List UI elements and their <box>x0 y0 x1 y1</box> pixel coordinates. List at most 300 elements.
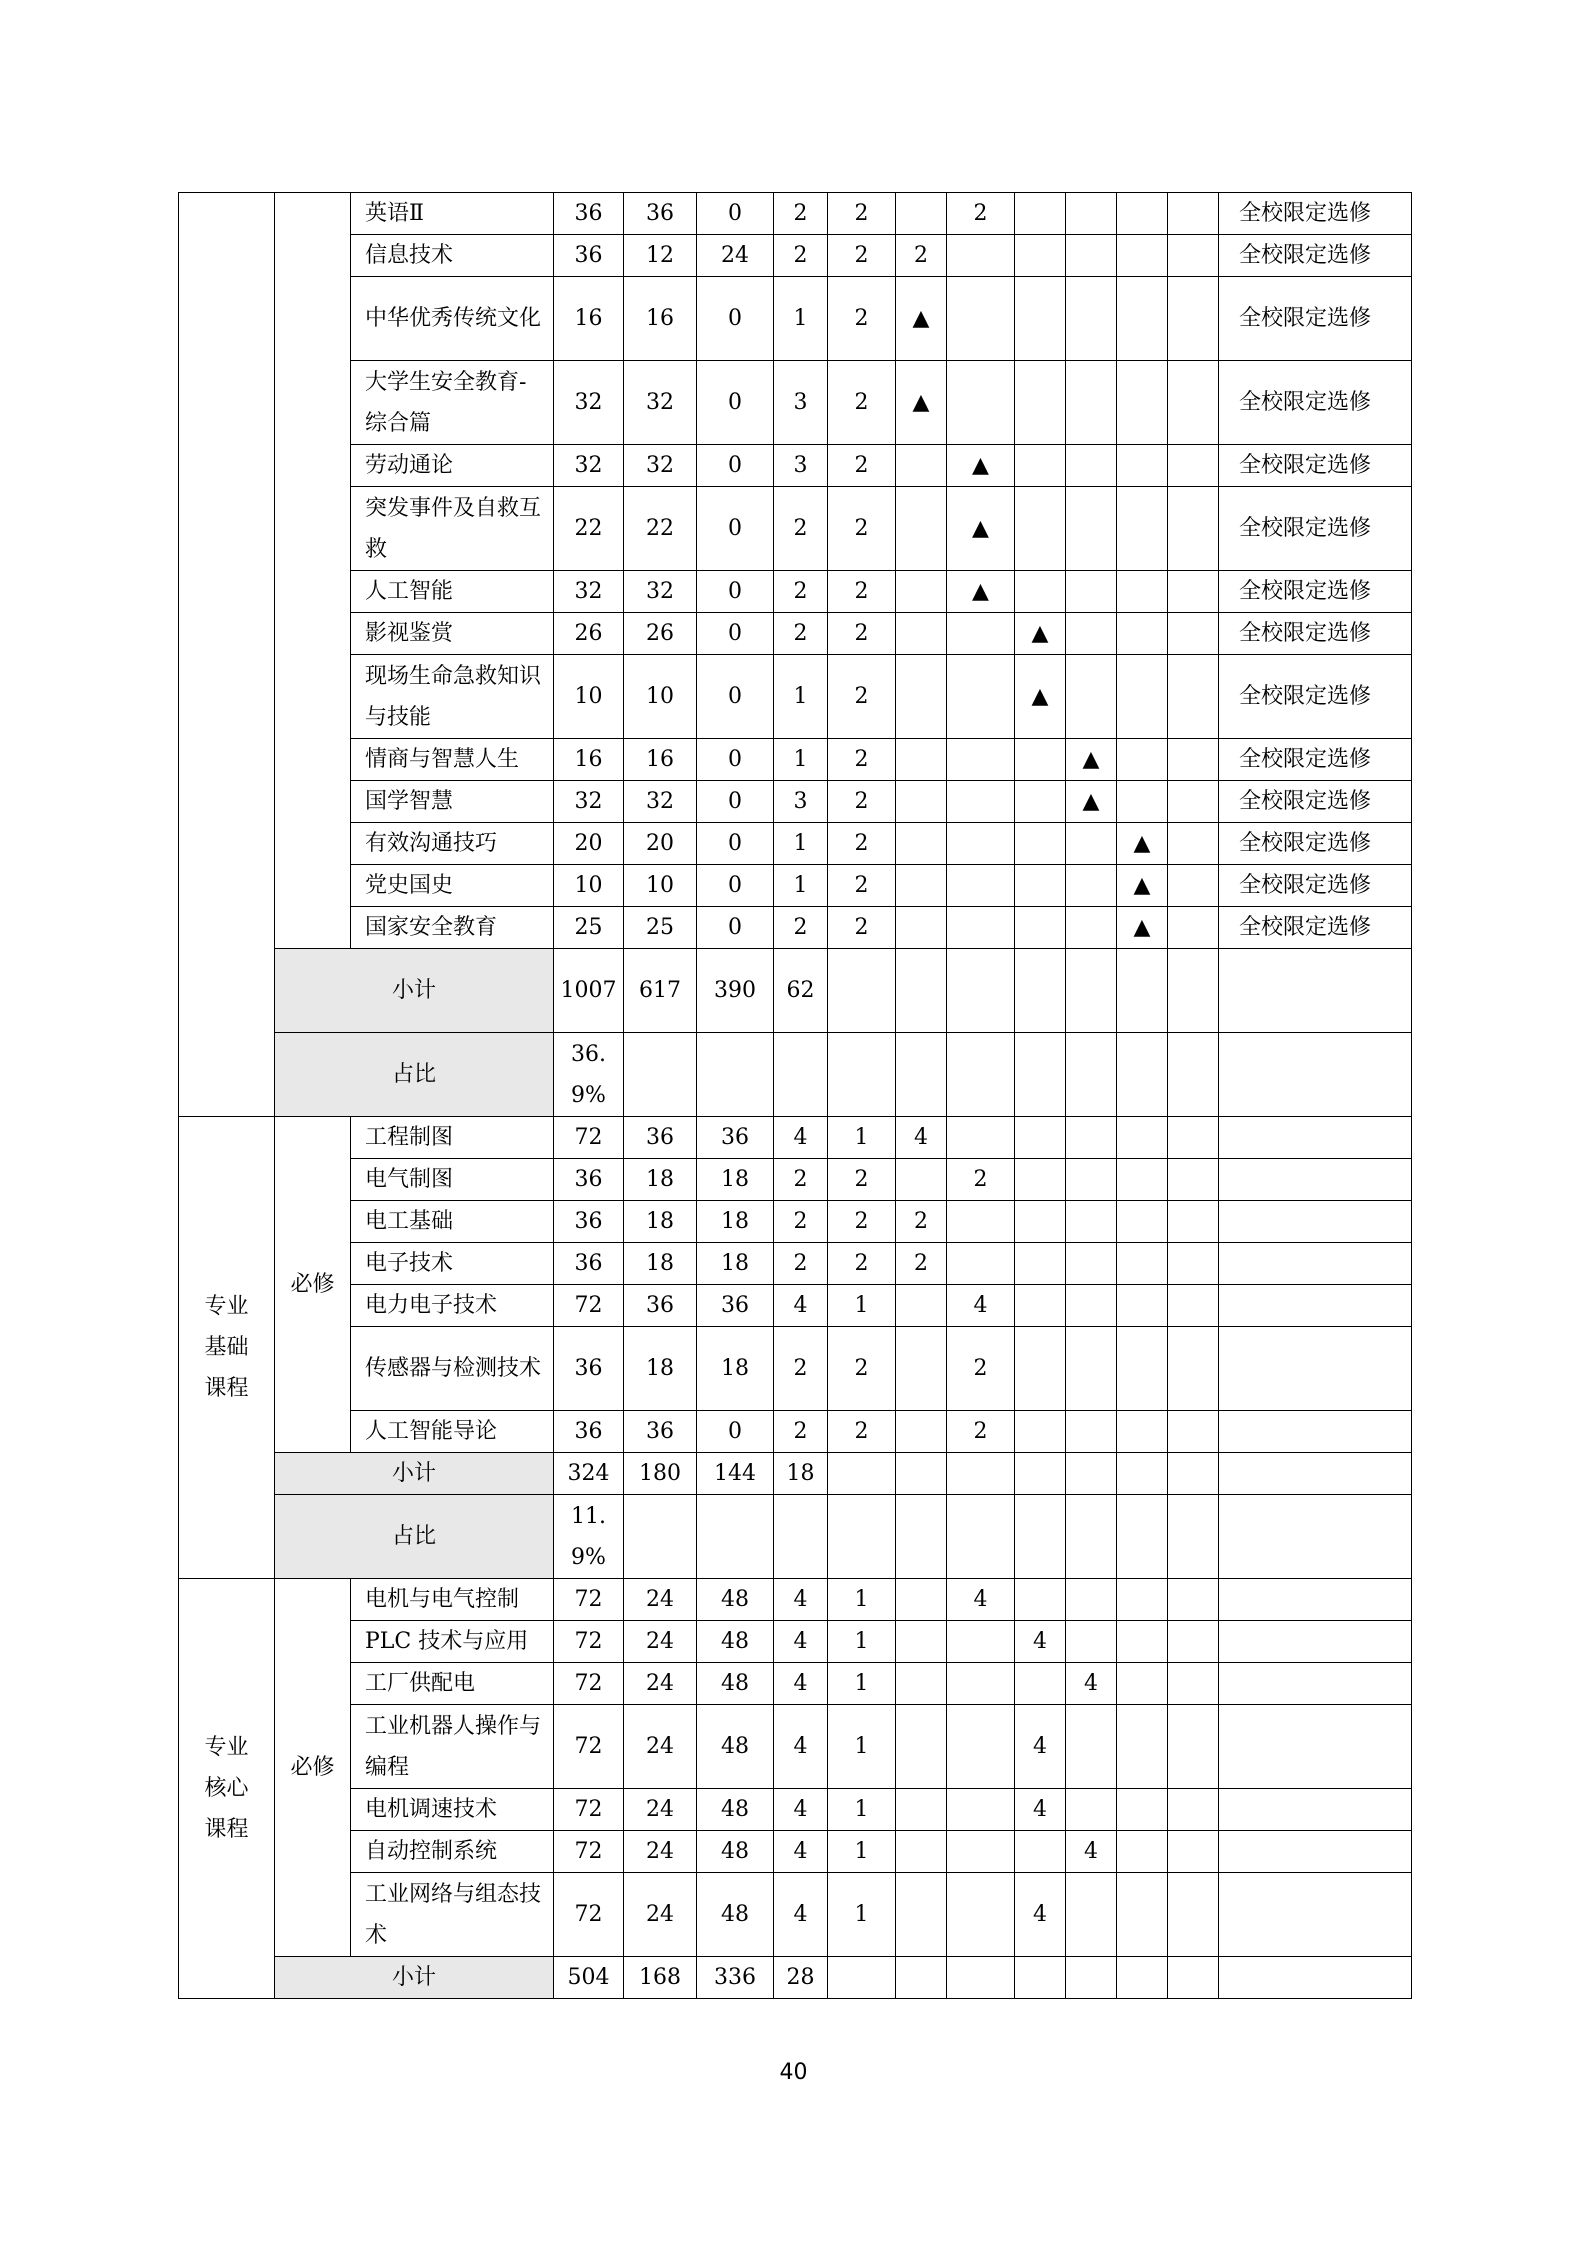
value-cell <box>947 739 1015 781</box>
value-cell <box>896 907 947 949</box>
value-cell: 32 <box>554 361 624 445</box>
value-cell: 72 <box>554 1579 624 1621</box>
value-cell: 2 <box>828 739 896 781</box>
value-cell: 24 <box>624 1663 697 1705</box>
course-name-cell: 现场生命急救知识与技能 <box>351 655 554 739</box>
value-cell: 25 <box>554 907 624 949</box>
value-cell <box>1066 235 1117 277</box>
value-cell <box>1168 193 1219 235</box>
value-cell <box>947 1663 1015 1705</box>
value-cell: 2 <box>828 361 896 445</box>
empty-cell <box>1168 1495 1219 1579</box>
remark-cell <box>1219 1201 1412 1243</box>
value-cell: 32 <box>624 361 697 445</box>
empty-cell <box>896 1495 947 1579</box>
value-cell: ▲ <box>1066 739 1117 781</box>
value-cell: 24 <box>624 1831 697 1873</box>
value-cell <box>1015 1159 1066 1201</box>
empty-cell <box>624 1495 697 1579</box>
value-cell: 2 <box>828 277 896 361</box>
value-cell: 2 <box>828 445 896 487</box>
value-cell: 48 <box>697 1621 774 1663</box>
value-cell: 4 <box>774 1873 828 1957</box>
value-cell <box>896 1663 947 1705</box>
value-cell <box>896 1411 947 1453</box>
value-cell <box>1015 1243 1066 1285</box>
value-cell <box>1066 613 1117 655</box>
table-row <box>179 1327 1412 1411</box>
value-cell: 1 <box>774 277 828 361</box>
value-cell <box>1066 1411 1117 1453</box>
empty-cell <box>1015 1957 1066 1999</box>
value-cell: 2 <box>947 1327 1015 1411</box>
value-cell <box>896 487 947 571</box>
value-cell <box>1117 361 1168 445</box>
empty-cell <box>1117 1957 1168 1999</box>
value-cell: 4 <box>774 1831 828 1873</box>
course-name-cell: 电机与电气控制 <box>351 1579 554 1621</box>
value-cell: 72 <box>554 1705 624 1789</box>
value-cell: 2 <box>947 1159 1015 1201</box>
value-cell <box>1168 1159 1219 1201</box>
value-cell <box>1117 1243 1168 1285</box>
remark-cell: 全校限定选修 <box>1219 823 1412 865</box>
table-row <box>179 1159 1412 1201</box>
table-row <box>179 781 1412 823</box>
value-cell: 2 <box>774 235 828 277</box>
value-cell: 72 <box>554 1789 624 1831</box>
value-cell <box>1168 1831 1219 1873</box>
value-cell <box>947 823 1015 865</box>
empty-cell <box>1066 949 1117 1033</box>
course-name-cell: 中华优秀传统文化 <box>351 277 554 361</box>
value-cell: 2 <box>828 1327 896 1411</box>
value-cell: 0 <box>697 193 774 235</box>
value-cell: 22 <box>624 487 697 571</box>
remark-cell <box>1219 1705 1412 1789</box>
value-cell: 18 <box>624 1201 697 1243</box>
course-name-cell: 工厂供配电 <box>351 1663 554 1705</box>
value-cell <box>947 1705 1015 1789</box>
value-cell: 4 <box>774 1663 828 1705</box>
value-cell <box>1117 1285 1168 1327</box>
value-cell: 36 <box>554 1243 624 1285</box>
value-cell <box>1168 1663 1219 1705</box>
course-type-cell: 必修 <box>275 1117 351 1453</box>
empty-cell <box>1015 1453 1066 1495</box>
value-cell <box>1168 1411 1219 1453</box>
subtotal-value: 144 <box>697 1453 774 1495</box>
value-cell: 4 <box>774 1621 828 1663</box>
category-cell: 专业核心课程 <box>179 1579 275 1999</box>
value-cell: 36 <box>554 193 624 235</box>
empty-cell <box>1015 1495 1066 1579</box>
course-name-cell: 电力电子技术 <box>351 1285 554 1327</box>
value-cell: 1 <box>774 865 828 907</box>
course-type-cell: 必修 <box>275 1579 351 1957</box>
value-cell <box>1066 1201 1117 1243</box>
value-cell: 2 <box>774 613 828 655</box>
value-cell: 18 <box>624 1327 697 1411</box>
course-name-cell: 人工智能 <box>351 571 554 613</box>
value-cell: 1 <box>828 1285 896 1327</box>
value-cell: 36 <box>697 1285 774 1327</box>
subtotal-value: 1007 <box>554 949 624 1033</box>
value-cell: 2 <box>828 613 896 655</box>
value-cell <box>947 781 1015 823</box>
value-cell <box>1168 1789 1219 1831</box>
value-cell: 0 <box>697 613 774 655</box>
value-cell: 24 <box>697 235 774 277</box>
value-cell: 1 <box>828 1789 896 1831</box>
value-cell <box>1117 1579 1168 1621</box>
value-cell <box>1066 1705 1117 1789</box>
table-row <box>179 571 1412 613</box>
value-cell: 18 <box>697 1243 774 1285</box>
subtotal-value: 336 <box>697 1957 774 1999</box>
value-cell: 36 <box>554 1159 624 1201</box>
value-cell <box>1015 1663 1066 1705</box>
empty-cell <box>1117 1033 1168 1117</box>
empty-cell <box>697 1033 774 1117</box>
value-cell: 2 <box>774 1327 828 1411</box>
empty-cell <box>947 1453 1015 1495</box>
value-cell <box>1117 1873 1168 1957</box>
value-cell <box>947 277 1015 361</box>
empty-cell <box>1168 949 1219 1033</box>
value-cell: 36 <box>624 193 697 235</box>
empty-cell <box>828 1495 896 1579</box>
value-cell <box>947 1117 1015 1159</box>
remark-cell: 全校限定选修 <box>1219 739 1412 781</box>
value-cell: 1 <box>828 1117 896 1159</box>
value-cell: ▲ <box>947 571 1015 613</box>
value-cell <box>1015 907 1066 949</box>
value-cell: 2 <box>774 1243 828 1285</box>
value-cell: 0 <box>697 781 774 823</box>
empty-cell <box>1015 949 1066 1033</box>
value-cell: ▲ <box>947 487 1015 571</box>
value-cell: 2 <box>774 193 828 235</box>
value-cell: 18 <box>624 1159 697 1201</box>
subtotal-value: 180 <box>624 1453 697 1495</box>
value-cell <box>1066 655 1117 739</box>
value-cell <box>1117 235 1168 277</box>
table-row <box>179 1243 1412 1285</box>
value-cell <box>1015 235 1066 277</box>
empty-cell <box>896 1957 947 1999</box>
value-cell <box>1117 781 1168 823</box>
value-cell: 2 <box>828 655 896 739</box>
value-cell: 2 <box>828 865 896 907</box>
value-cell <box>1066 487 1117 571</box>
value-cell: 24 <box>624 1579 697 1621</box>
remark-cell: 全校限定选修 <box>1219 487 1412 571</box>
value-cell <box>1015 193 1066 235</box>
value-cell <box>896 445 947 487</box>
value-cell <box>1066 277 1117 361</box>
category-cell: 专业基础课程 <box>179 1117 275 1579</box>
empty-cell <box>1219 949 1412 1033</box>
value-cell: 24 <box>624 1705 697 1789</box>
value-cell <box>1168 1117 1219 1159</box>
value-cell <box>947 613 1015 655</box>
value-cell: 1 <box>828 1663 896 1705</box>
value-cell: 48 <box>697 1705 774 1789</box>
curriculum-table <box>178 192 1412 1999</box>
value-cell: 2 <box>774 1411 828 1453</box>
course-name-cell: PLC 技术与应用 <box>351 1621 554 1663</box>
value-cell: 4 <box>1066 1663 1117 1705</box>
empty-cell <box>828 1957 896 1999</box>
table-row <box>179 193 1412 235</box>
subtotal-value: 617 <box>624 949 697 1033</box>
remark-cell: 全校限定选修 <box>1219 613 1412 655</box>
value-cell <box>1168 1579 1219 1621</box>
subtotal-value: 168 <box>624 1957 697 1999</box>
value-cell: 18 <box>624 1243 697 1285</box>
value-cell: 2 <box>896 1201 947 1243</box>
value-cell: 2 <box>828 571 896 613</box>
value-cell <box>1168 277 1219 361</box>
table-row <box>179 277 1412 361</box>
value-cell: 2 <box>828 1243 896 1285</box>
subtotal-row <box>179 1453 1412 1495</box>
value-cell <box>896 1831 947 1873</box>
value-cell: 18 <box>697 1201 774 1243</box>
table-row <box>179 361 1412 445</box>
value-cell <box>1066 1327 1117 1411</box>
value-cell: 0 <box>697 571 774 613</box>
course-name-cell: 电子技术 <box>351 1243 554 1285</box>
value-cell <box>1015 487 1066 571</box>
value-cell: 2 <box>828 235 896 277</box>
value-cell <box>1168 487 1219 571</box>
course-name-cell: 电工基础 <box>351 1201 554 1243</box>
value-cell <box>1015 277 1066 361</box>
value-cell <box>1015 1327 1066 1411</box>
value-cell <box>1117 1411 1168 1453</box>
value-cell: 4 <box>774 1789 828 1831</box>
remark-cell: 全校限定选修 <box>1219 865 1412 907</box>
value-cell: ▲ <box>1015 655 1066 739</box>
remark-cell: 全校限定选修 <box>1219 655 1412 739</box>
value-cell <box>896 1789 947 1831</box>
value-cell <box>1168 655 1219 739</box>
empty-cell <box>947 949 1015 1033</box>
value-cell <box>1168 235 1219 277</box>
value-cell: 4 <box>1015 1873 1066 1957</box>
value-cell: 2 <box>947 1411 1015 1453</box>
value-cell: 18 <box>697 1327 774 1411</box>
value-cell: 72 <box>554 1117 624 1159</box>
value-cell: 24 <box>624 1873 697 1957</box>
value-cell: 0 <box>697 445 774 487</box>
table-row <box>179 1873 1412 1957</box>
value-cell: 4 <box>774 1285 828 1327</box>
value-cell <box>896 1705 947 1789</box>
value-cell: 2 <box>774 907 828 949</box>
value-cell: 10 <box>554 655 624 739</box>
value-cell: 32 <box>624 445 697 487</box>
value-cell <box>1168 907 1219 949</box>
table-row <box>179 1285 1412 1327</box>
value-cell: 24 <box>624 1789 697 1831</box>
value-cell: 0 <box>697 739 774 781</box>
value-cell: ▲ <box>1066 781 1117 823</box>
value-cell: 36 <box>554 1411 624 1453</box>
subtotal-value: 324 <box>554 1453 624 1495</box>
value-cell: 3 <box>774 781 828 823</box>
value-cell <box>1168 571 1219 613</box>
value-cell <box>896 1873 947 1957</box>
empty-cell <box>1219 1033 1412 1117</box>
value-cell <box>1117 613 1168 655</box>
empty-cell <box>1015 1033 1066 1117</box>
value-cell <box>1066 1285 1117 1327</box>
value-cell: 72 <box>554 1831 624 1873</box>
value-cell <box>1015 571 1066 613</box>
value-cell <box>1168 739 1219 781</box>
value-cell: ▲ <box>1117 823 1168 865</box>
value-cell <box>1168 1621 1219 1663</box>
value-cell <box>947 1243 1015 1285</box>
value-cell <box>1117 1201 1168 1243</box>
value-cell: 36 <box>554 1327 624 1411</box>
value-cell <box>947 235 1015 277</box>
value-cell <box>896 1159 947 1201</box>
value-cell <box>1015 361 1066 445</box>
value-cell: 1 <box>828 1873 896 1957</box>
course-name-cell: 国家安全教育 <box>351 907 554 949</box>
value-cell <box>1117 655 1168 739</box>
value-cell <box>1117 1831 1168 1873</box>
value-cell <box>1015 781 1066 823</box>
remark-cell <box>1219 1579 1412 1621</box>
value-cell <box>1168 1327 1219 1411</box>
table-row <box>179 655 1412 739</box>
value-cell <box>1066 865 1117 907</box>
value-cell: 0 <box>697 865 774 907</box>
course-name-cell: 英语Ⅱ <box>351 193 554 235</box>
value-cell: 25 <box>624 907 697 949</box>
value-cell <box>1168 445 1219 487</box>
ratio-label: 占比 <box>275 1033 554 1117</box>
value-cell <box>1066 1117 1117 1159</box>
value-cell <box>1117 1705 1168 1789</box>
course-name-cell: 影视鉴赏 <box>351 613 554 655</box>
value-cell: 0 <box>697 823 774 865</box>
value-cell <box>896 1327 947 1411</box>
value-cell: 32 <box>554 571 624 613</box>
value-cell <box>1015 1579 1066 1621</box>
course-name-cell: 人工智能导论 <box>351 1411 554 1453</box>
value-cell <box>1168 823 1219 865</box>
value-cell: 36 <box>624 1285 697 1327</box>
category-cell <box>179 193 275 1117</box>
value-cell: 32 <box>554 445 624 487</box>
value-cell: 2 <box>828 193 896 235</box>
subtotal-label: 小计 <box>275 1957 554 1999</box>
ratio-row <box>179 1495 1412 1579</box>
empty-cell <box>774 1033 828 1117</box>
value-cell <box>1168 865 1219 907</box>
value-cell: 10 <box>554 865 624 907</box>
value-cell: 0 <box>697 1411 774 1453</box>
empty-cell <box>896 949 947 1033</box>
empty-cell <box>1117 1453 1168 1495</box>
value-cell: 72 <box>554 1873 624 1957</box>
value-cell: 16 <box>624 277 697 361</box>
course-name-cell: 工业网络与组态技术 <box>351 1873 554 1957</box>
value-cell: 2 <box>774 1159 828 1201</box>
value-cell <box>1015 1117 1066 1159</box>
course-name-cell: 劳动通论 <box>351 445 554 487</box>
value-cell: 0 <box>697 655 774 739</box>
value-cell <box>1015 445 1066 487</box>
value-cell: ▲ <box>896 277 947 361</box>
value-cell: 4 <box>1066 1831 1117 1873</box>
value-cell <box>947 1873 1015 1957</box>
table-row <box>179 1579 1412 1621</box>
page-number: 40 <box>779 2060 808 2085</box>
value-cell: 48 <box>697 1789 774 1831</box>
subtotal-label: 小计 <box>275 949 554 1033</box>
course-name-cell: 工程制图 <box>351 1117 554 1159</box>
value-cell: 2 <box>774 1201 828 1243</box>
value-cell <box>947 1789 1015 1831</box>
value-cell: 48 <box>697 1663 774 1705</box>
value-cell <box>947 1201 1015 1243</box>
value-cell <box>1117 193 1168 235</box>
value-cell <box>896 781 947 823</box>
empty-cell <box>1219 1957 1412 1999</box>
course-name-cell: 党史国史 <box>351 865 554 907</box>
course-name-cell: 传感器与检测技术 <box>351 1327 554 1411</box>
value-cell: ▲ <box>1117 907 1168 949</box>
remark-cell <box>1219 1117 1412 1159</box>
value-cell: ▲ <box>1015 613 1066 655</box>
value-cell <box>1117 277 1168 361</box>
value-cell <box>1117 1663 1168 1705</box>
course-name-cell: 突发事件及自救互救 <box>351 487 554 571</box>
remark-cell <box>1219 1873 1412 1957</box>
subtotal-value: 504 <box>554 1957 624 1999</box>
value-cell: 4 <box>774 1705 828 1789</box>
table-row <box>179 235 1412 277</box>
value-cell: 2 <box>828 1411 896 1453</box>
empty-cell <box>1168 1033 1219 1117</box>
value-cell <box>1015 739 1066 781</box>
subtotal-row <box>179 949 1412 1033</box>
value-cell: 0 <box>697 487 774 571</box>
value-cell <box>896 865 947 907</box>
empty-cell <box>828 949 896 1033</box>
empty-cell <box>624 1033 697 1117</box>
table-row <box>179 487 1412 571</box>
course-type-cell <box>275 193 351 949</box>
remark-cell <box>1219 1663 1412 1705</box>
table-row <box>179 1705 1412 1789</box>
empty-cell <box>1066 1957 1117 1999</box>
value-cell: 26 <box>624 613 697 655</box>
value-cell: 48 <box>697 1579 774 1621</box>
empty-cell <box>774 1495 828 1579</box>
value-cell <box>1117 1621 1168 1663</box>
value-cell: 1 <box>774 655 828 739</box>
course-name-cell: 工业机器人操作与编程 <box>351 1705 554 1789</box>
value-cell: 4 <box>896 1117 947 1159</box>
